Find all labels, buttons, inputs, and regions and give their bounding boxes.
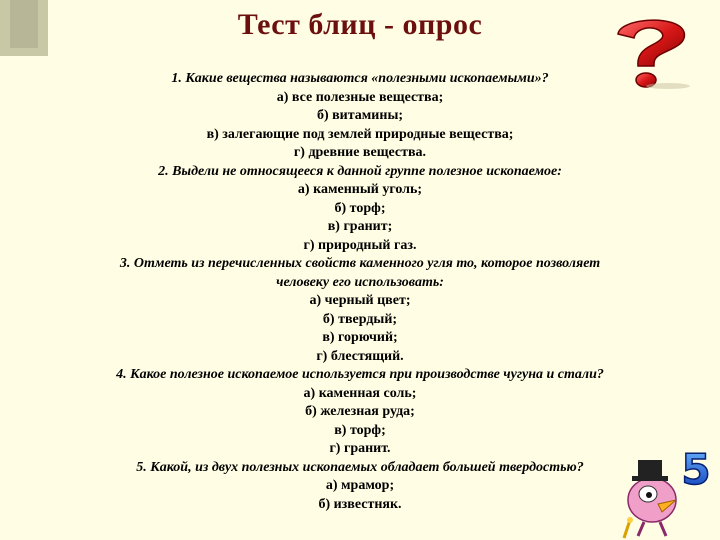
page-title: Тест блиц - опрос [237,8,483,41]
question-4: 4. Какое полезное ископаемое используется при производстве чугуна и стали? [116,367,604,382]
answer-option: б) витамины; [316,108,404,123]
answer-option: б) известняк. [318,496,402,512]
answer-option: г) блестящий. [316,348,404,364]
question-5: 5. Какой, из двух полезных ископаемых обладает большей твердостью? [136,459,584,475]
answer-option: б) твердый; [322,311,398,327]
quiz-content [30,70,690,514]
answer-option: а) каменная соль; [303,385,417,401]
answer-option: г) древние вещества. [293,145,427,160]
answer-option: а) все полезные вещества; [276,89,444,105]
answer-option: а) каменный уголь; [297,182,423,197]
question-1: 1. Какие вещества называются «полезными ископаемыми»? [171,71,549,86]
answer-option: в) гранит; [327,219,393,234]
mascot-number: 5 [681,445,711,494]
answer-option: а) черный цвет; [309,293,411,308]
answer-option: г) гранит. [329,441,391,456]
question-3-line-2: человеку его использовать: [276,274,444,290]
answer-option: г) природный газ. [303,237,417,253]
answer-option: в) горючий; [322,330,398,345]
question-2: 2. Выдели не относящееся к данной группе полезное ископаемое: [158,163,562,179]
answer-option: в) торф; [334,422,386,438]
answer-option: а) мрамор; [325,478,395,493]
answer-option: б) торф; [334,200,386,216]
question-3-line-1: 3. Отметь из перечисленных свойств каменного угля то, которое позволяет [119,256,601,271]
answer-option: б) железная руда; [305,404,415,419]
answer-option: в) залегающие под землей природные вещества; [206,126,514,142]
